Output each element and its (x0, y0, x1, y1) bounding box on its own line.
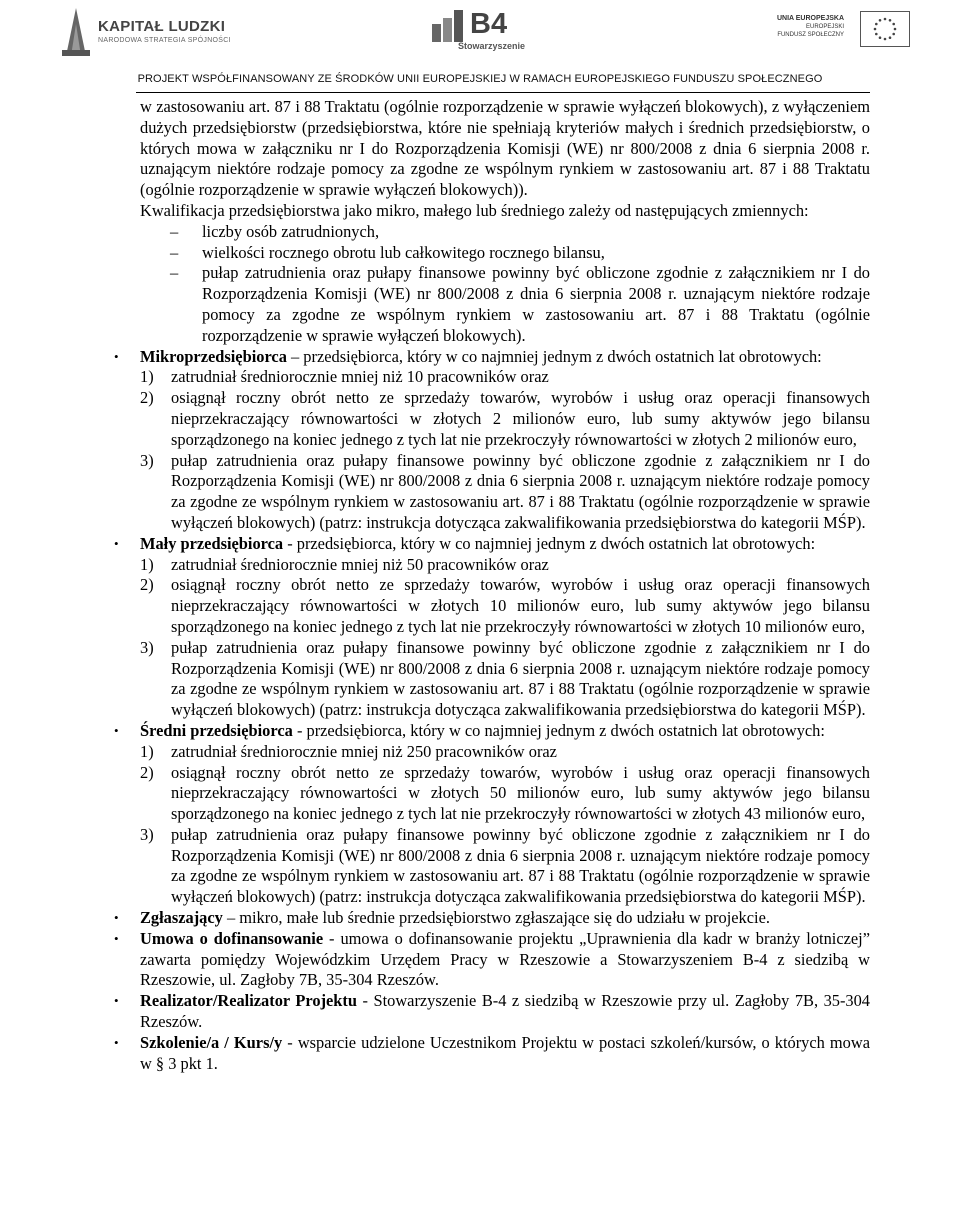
definition-term: Realizator/Realizator Projektu (140, 991, 357, 1011)
numbered-list (140, 555, 870, 721)
bullet-marker: • (114, 348, 119, 364)
item-number: 3) (140, 824, 154, 844)
definition-micro (114, 346, 870, 534)
definition-text (140, 721, 870, 742)
list-item (140, 555, 870, 576)
list-item-text: pułap zatrudnienia oraz pułapy finansowe powinny być obliczone zgodnie z załącznikiem nr I do Rozporządzenia Komisji (WE) nr 800/2008 z dnia 6 sierpnia 2008 r. uznającym niektóre rodzaje pomocy za zgodne ze wspólnym rynkiem w zastosowaniu art. 87 i 88 Traktatu (ogólnie rozporządzenie w sprawie wyłączeń blokowych). (202, 263, 870, 345)
bullet-marker: • (114, 722, 119, 738)
qualification-paragraph: Kwalifikacja przedsiębiorstwa jako mikro, małego lub średniego zależy od następujących zmiennych: (140, 200, 809, 220)
list-item (140, 222, 870, 243)
list-item-text: wielkości rocznego obrotu lub całkowitego rocznego bilansu, (202, 242, 605, 262)
dash-marker: – (170, 221, 179, 241)
item-number: 2) (140, 762, 154, 782)
definition-desc: – przedsiębiorca, który w co najmniej jednym z dwóch ostatnich lat obrotowych: (286, 346, 822, 366)
qualification-criteria-list (140, 222, 870, 347)
definition-desc: - wsparcie udzielone Uczestnikom Projektu w postaci szkoleń/kursów, o których mowa w § 3 pkt 1. (140, 1032, 870, 1073)
bullet-marker: • (114, 993, 119, 1009)
list-item (140, 763, 870, 825)
list-item-text: liczby osób zatrudnionych, (202, 221, 380, 241)
definition-medium (114, 720, 870, 908)
definition-applicant (114, 908, 870, 929)
definition-term: Średni przedsiębiorca (140, 720, 293, 740)
definition-desc: - umowa o dofinansowanie projektu „Uprawnienia dla kadr w branży lotniczej” zawarta pomiędzy Wojewódzkim Urzędem Pracy w Rzeszowie a Stowarzyszeniem B-4 z siedzibą w Rzeszowie, ul. Zagłoby 7B, 35-304 Rzeszów. (140, 928, 870, 990)
list-item-text: zatrudniał średniorocznie mniej niż 50 pracowników oraz (171, 554, 549, 574)
bullet-marker: • (114, 535, 119, 551)
definition-text (140, 908, 870, 929)
list-item-text: zatrudniał średniorocznie mniej niż 10 pracowników oraz (171, 367, 549, 387)
item-number: 2) (140, 575, 154, 595)
list-item-text: pułap zatrudnienia oraz pułapy finansowe powinny być obliczone zgodnie z załącznikiem nr I do Rozporządzenia Komisji (WE) nr 800/2008 z dnia 6 sierpnia 2008 r. uznającym niektóre rodzaje pomocy za zgodne ze wspólnym rynkiem w zastosowaniu art. 87 i 88 Traktatu (ogólnie rozporządzenie w sprawie wyłączeń blokowych) (patrz: instrukcja dotycząca zakwalifikowania przedsiębiorstwa do kategorii MŚP). (171, 824, 870, 907)
definition-text (140, 991, 870, 1033)
list-item-text: zatrudniał średniorocznie mniej niż 250 pracowników oraz (171, 741, 557, 761)
bullet-marker: • (114, 930, 119, 946)
list-item (140, 451, 870, 534)
document-body (114, 97, 870, 1074)
kapital-ludzki-subtitle: NARODOWA STRATEGIA SPÓJNOŚCI (98, 37, 231, 44)
definition-small (114, 533, 870, 721)
list-item (140, 243, 870, 264)
list-item (140, 742, 870, 763)
list-item (140, 825, 870, 908)
dash-marker: – (170, 242, 179, 262)
definition-term: Umowa o dofinansowanie (140, 928, 324, 948)
list-item-text: osiągnął roczny obrót netto ze sprzedaży towarów, wyrobów i usług oraz operacji finansowych nieprzekraczający równowartości w złotych 50 milionów euro, lub sumy aktywów jego bilansu sporządzonego na koniec jednego z tych lat nie przekroczyły równowartości w złotych 43 milionów euro, (171, 762, 870, 824)
definition-term: Szkolenie/a / Kurs/y (140, 1032, 283, 1052)
definition-text (140, 347, 870, 368)
definition-implementer (114, 991, 870, 1033)
numbered-list (140, 742, 870, 908)
header-divider (136, 92, 870, 93)
definition-desc: - przedsiębiorca, który w co najmniej jednym z dwóch ostatnich lat obrotowych: (292, 720, 825, 740)
definition-text (140, 534, 870, 555)
item-number: 1) (140, 741, 154, 761)
eu-flag-icon (860, 11, 910, 47)
list-item-text: osiągnął roczny obrót netto ze sprzedaży towarów, wyrobów i usług oraz operacji finansowych nieprzekraczający równowartości w złotych 10 milionów euro, lub sumy aktywów jego bilansu sporządzonego na koniec jednego z tych lat nie przekroczyły równowartości w złotych 10 milionów euro, (171, 575, 870, 636)
list-item (140, 263, 870, 346)
dash-marker: – (170, 263, 179, 283)
definition-term: Zgłaszający (140, 908, 223, 928)
b4-logo (432, 8, 532, 54)
definition-text (140, 929, 870, 991)
kapital-ludzki-title: KAPITAŁ LUDZKI (98, 18, 226, 35)
page-header (0, 0, 960, 92)
eu-logo (760, 8, 910, 54)
kapital-ludzki-emblem-icon (62, 6, 92, 58)
b4-subtitle: Stowarzyszenie (458, 41, 526, 51)
definition-training (114, 1032, 870, 1075)
list-item-text: pułap zatrudnienia oraz pułapy finansowe powinny być obliczone zgodnie z załącznikiem nr I do Rozporządzenia Komisji (WE) nr 800/2008 z dnia 6 sierpnia 2008 r. uznającym niektóre rodzaje pomocy za zgodne ze wspólnym rynkiem w zastosowaniu art. 87 i 88 Traktatu (ogólnie rozporządzenie w sprawie wyłączeń blokowych) (patrz: instrukcja dotycząca zakwalifikowania przedsiębiorstwa do kategorii MŚP). (171, 637, 870, 720)
intro-paragraph: w zastosowaniu art. 87 i 88 Traktatu (ogólnie rozporządzenie w sprawie wyłączeń blokowych), z wyłączeniem dużych przedsiębiorstw (przedsiębiorstwa, które nie spełniają kryteriów małych i średnich przedsiębiorstw, o których mowa w załączniku nr I do Rozporządzenia Komisji (WE) nr 800/2008 z dnia 6 sierpnia 2008 r. uznającym niektóre rodzaje pomocy za zgodne ze wspólnym rynkiem w zastosowaniu art. 87 i 88 Traktatu (ogólnie rozporządzenie w sprawie wyłączeń blokowych)). (140, 97, 870, 200)
definition-term: Mały przedsiębiorca (140, 533, 284, 553)
list-item (140, 367, 870, 388)
b4-name: B4 (470, 8, 508, 40)
eu-line-1: UNIA EUROPEJSKA (776, 15, 844, 22)
definition-text (140, 1033, 870, 1075)
numbered-list (140, 367, 870, 533)
kapital-ludzki-logo (62, 6, 262, 60)
list-item-text: pułap zatrudnienia oraz pułapy finansowe powinny być obliczone zgodnie z załącznikiem nr I do Rozporządzenia Komisji (WE) nr 800/2008 z dnia 6 sierpnia 2008 r. uznającym niektóre rodzaje pomocy za zgodne ze wspólnym rynkiem w zastosowaniu art. 87 i 88 Traktatu (ogólnie rozporządzenie w sprawie wyłączeń blokowych) (patrz: instrukcja dotycząca zakwalifikowania przedsiębiorstwa do kategorii MŚP). (171, 450, 870, 532)
item-number: 1) (140, 554, 154, 574)
definition-desc: - Stowarzyszenie B-4 z siedzibą w Rzeszowie przy ul. Zagłoby 7B, 35-304 Rzeszów. (140, 991, 870, 1032)
definition-term: Mikroprzedsiębiorca (140, 346, 287, 366)
project-cofinancing-line: PROJEKT WSPÓŁFINANSOWANY ZE ŚRODKÓW UNII EUROPEJSKIEJ W RAMACH EUROPEJSKIEGO FUNDUSZU SPOŁECZNEGO (137, 73, 823, 85)
list-item (140, 575, 870, 637)
bullet-marker: • (114, 1034, 119, 1050)
eu-line-2: EUROPEJSKI (805, 24, 844, 30)
definition-desc: – mikro, małe lub średnie przedsiębiorstwo zgłaszające się do udziału w projekcie. (222, 908, 770, 928)
item-number: 2) (140, 388, 154, 408)
eu-text (777, 14, 844, 39)
definition-desc: - przedsiębiorca, który w co najmniej jednym z dwóch ostatnich lat obrotowych: (283, 533, 816, 553)
bullet-marker: • (114, 910, 119, 926)
definition-agreement (114, 928, 870, 991)
eu-line-3: FUNDUSZ SPOŁECZNY (777, 32, 844, 38)
b4-emblem-icon (432, 10, 468, 42)
list-item (140, 388, 870, 450)
item-number: 3) (140, 637, 154, 657)
list-item-text: osiągnął roczny obrót netto ze sprzedaży towarów, wyrobów i usług oraz operacji finansowych nieprzekraczający równowartości w złotych 2 milionów euro, lub sumy aktywów jego bilansu sporządzonego na koniec jednego z tych lat nie przekroczyły równowartości w złotych 2 milionów euro, (171, 388, 870, 449)
list-item (140, 638, 870, 721)
item-number: 1) (140, 367, 154, 387)
item-number: 3) (140, 450, 154, 470)
